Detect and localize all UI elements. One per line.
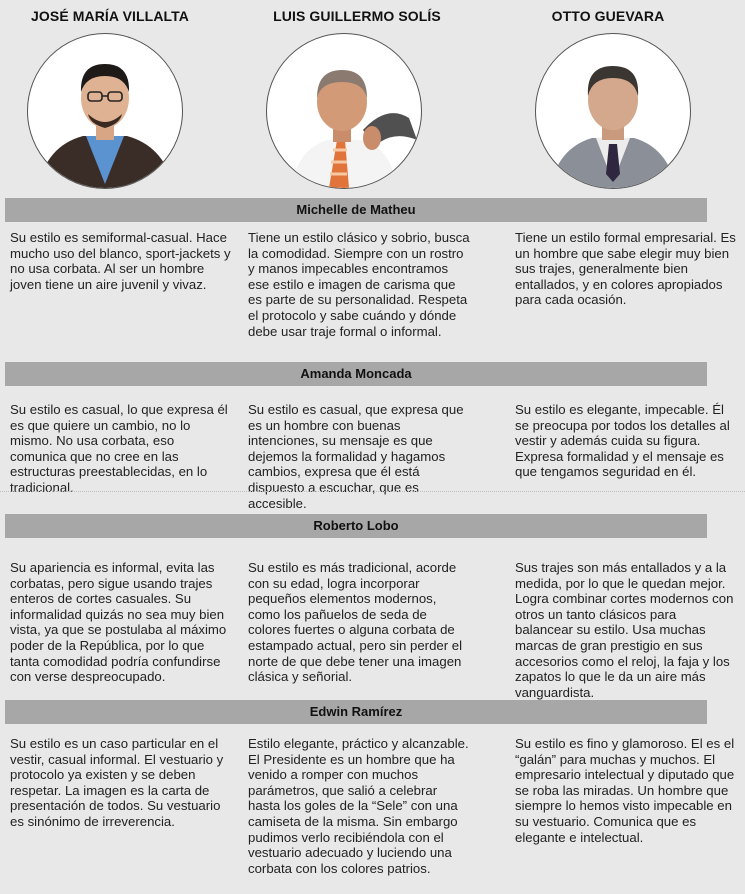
section-header-michelle: Michelle de Matheu [5, 198, 707, 222]
portrait-guevara [535, 33, 691, 189]
candidate-name-villalta: JOSÉ MARÍA VILLALTA [31, 8, 189, 24]
opinion-michelle-solis: Tiene un estilo clásico y sobrio, busca la comodidad. Siempre con un rostro y manos impecables encontramos ese estilo e imagen de carisma que es parte de su personalidad. Respeta el protocolo y sabe cuándo y dónde debe usar traje formal o informal. [248, 230, 470, 339]
portrait-solis-image [267, 34, 421, 188]
candidate-name-solis: LUIS GUILLERMO SOLÍS [273, 8, 441, 24]
opinion-amanda-villalta: Su estilo es casual, lo que expresa él es que quiere un cambio, no lo mismo. No usa corbata, eso comunica que no cree en las estructuras preestablecidas, en lo tradicional. [10, 402, 228, 495]
section-header-edwin: Edwin Ramírez [5, 700, 707, 724]
section-header-amanda: Amanda Moncada [5, 362, 707, 386]
opinion-amanda-guevara: Su estilo es elegante, impecable. Él se preocupa por todos los detalles al vestir y además cuida su figura. Expresa formalidad y el mensaje es que tengamos seguridad en él. [515, 402, 730, 480]
opinion-amanda-solis: Su estilo es casual, que expresa que es un hombre con buenas intenciones, su mensaje es que dejemos la formalidad y hagamos cambios, expresa que él está dispuesto a escuchar, que es accesible. [248, 402, 464, 511]
portrait-guevara-image [536, 34, 690, 188]
opinion-michelle-guevara: Tiene un estilo formal empresarial. Es un hombre que sabe elegir muy bien sus trajes, generalmente bien entallados, y en colores apropiados para cada ocasión. [515, 230, 736, 308]
portrait-solis [266, 33, 422, 189]
opinion-michelle-villalta: Su estilo es semiformal-casual. Hace mucho uso del blanco, sport-jackets y no usa corbata. Al ser un hombre joven tiene un aire juvenil y vivaz. [10, 230, 231, 292]
opinion-edwin-guevara: Su estilo es fino y glamoroso. El es el “galán” para muchas y muchos. El empresario intelectual y diputado que se roba las miradas. Un hombre que siempre lo hemos visto impecable en su vestuario. Comunica que es elegante e intelectual. [515, 736, 735, 845]
opinion-edwin-solis: Estilo elegante, práctico y alcanzable. El Presidente es un hombre que ha venido a romper con muchos parámetros, que salió a celebrar hasta los goles de la “Sele” con una camiseta de la misma. Sin embargo pudimos verlo recibiéndola con el vestuario adecuado y luciendo una corbata con los colores patrios. [248, 736, 469, 876]
candidate-name-guevara: OTTO GUEVARA [551, 8, 665, 24]
opinion-roberto-solis: Su estilo es más tradicional, acorde con su edad, logra incorporar pequeños elementos modernos, como los pañuelos de seda de colores fuertes o alguna corbata de estampado actual, pero sin perder el norte de que debe tener una imagen clásica y señorial. [248, 560, 463, 685]
section-header-roberto: Roberto Lobo [5, 514, 707, 538]
opinion-roberto-villalta: Su apariencia es informal, evita las corbatas, pero sigue usando trajes enteros de cortes casuales. Su informalidad quizás no sea muy bien vista, ya que se postulaba al máximo poder de la República, por lo que tanta comodidad podría confundirse con verse despreocupado. [10, 560, 227, 685]
portrait-villalta-image [28, 34, 182, 188]
opinion-roberto-guevara: Sus trajes son más entallados y a la medida, por lo que le quedan mejor. Logra combinar cortes modernos con otros un tanto clásicos para balancear su estilo. Usa muchas marcas de gran prestigio en sus accesorios como el reloj, la faja y los zapatos lo que le da un aire más vanguardista. [515, 560, 734, 700]
scan-divider [0, 491, 745, 492]
opinion-edwin-villalta: Su estilo es un caso particular en el vestir, casual informal. El vestuario y protocolo ya existen y se deben respetar. La imagen es la carta de presentación de todos. Su vestuario es sinónimo de irreverencia. [10, 736, 224, 829]
portrait-villalta [27, 33, 183, 189]
